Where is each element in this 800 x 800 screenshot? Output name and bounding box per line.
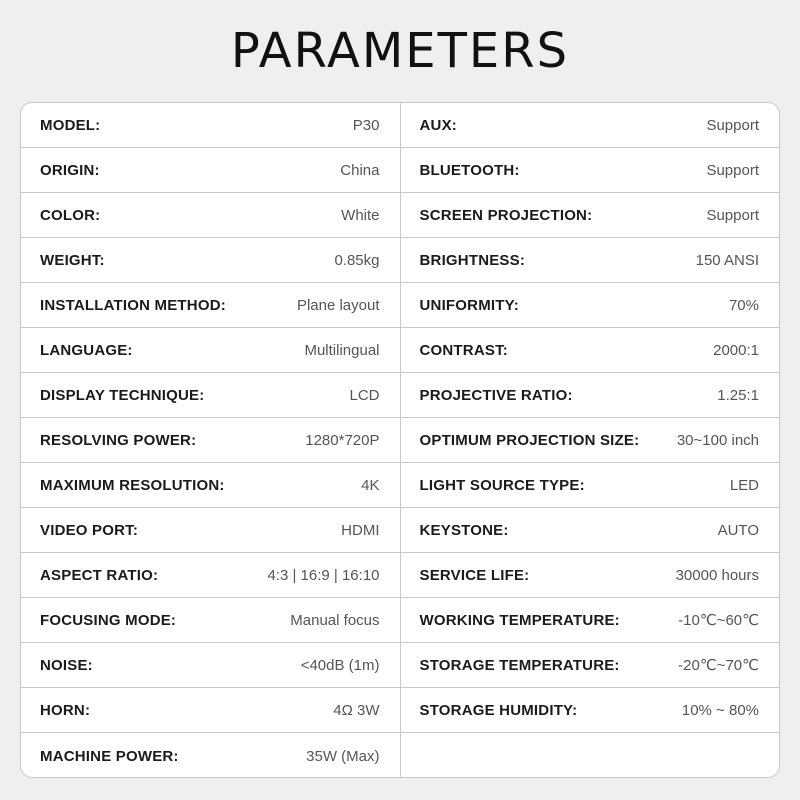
parameter-value: Support [706, 116, 759, 134]
parameter-value: 30000 hours [675, 566, 759, 584]
parameter-row [401, 598, 780, 643]
parameter-row [401, 508, 780, 553]
parameter-label: ASPECT RATIO: [40, 566, 159, 584]
parameter-value: HDMI [341, 521, 380, 539]
parameter-value: AUTO [717, 521, 759, 539]
parameter-label: BRIGHTNESS: [419, 251, 526, 269]
parameter-row [401, 553, 780, 598]
parameter-row [21, 373, 400, 418]
parameter-row [21, 148, 400, 193]
parameter-row [401, 463, 780, 508]
parameter-value: 1.25:1 [717, 386, 759, 404]
parameter-row [21, 553, 400, 598]
parameter-value: 0.85kg [334, 251, 380, 269]
parameter-label: LANGUAGE: [40, 341, 133, 359]
page-title: PARAMETERS [230, 23, 570, 79]
parameter-label: CONTRAST: [419, 341, 508, 359]
parameter-label: STORAGE HUMIDITY: [419, 701, 578, 719]
parameter-row [21, 283, 400, 328]
parameter-value: P30 [352, 116, 380, 134]
parameter-row [21, 598, 400, 643]
parameter-label: MAXIMUM RESOLUTION: [40, 476, 225, 494]
parameter-row [21, 508, 400, 553]
parameter-label: HORN: [40, 701, 91, 719]
parameter-label: LIGHT SOURCE TYPE: [419, 476, 585, 494]
parameter-label: VIDEO PORT: [40, 521, 139, 539]
parameter-label: KEYSTONE: [419, 521, 509, 539]
parameter-label: FOCUSING MODE: [40, 611, 177, 629]
parameters-column-left [21, 103, 400, 777]
parameter-label: PROJECTIVE RATIO: [419, 386, 573, 404]
parameter-value: Support [706, 161, 759, 179]
parameter-row [401, 418, 780, 463]
parameter-row [401, 688, 780, 733]
parameter-row [401, 238, 780, 283]
parameter-label: OPTIMUM PROJECTION SIZE: [419, 431, 640, 449]
parameter-value: China [340, 161, 380, 179]
parameter-value: 1280*720P [305, 431, 380, 449]
parameter-label: MACHINE POWER: [40, 747, 179, 765]
parameter-label: STORAGE TEMPERATURE: [419, 656, 620, 674]
parameter-label: ORIGIN: [40, 161, 100, 179]
parameter-row [21, 463, 400, 508]
parameter-value: 4Ω 3W [333, 701, 380, 719]
parameter-value: Plane layout [296, 296, 380, 314]
parameter-row [401, 283, 780, 328]
parameter-row [401, 103, 780, 148]
parameter-value: 4:3 | 16:9 | 16:10 [267, 566, 380, 584]
parameter-label: BLUETOOTH: [419, 161, 520, 179]
parameter-label: WEIGHT: [40, 251, 105, 269]
parameter-label: RESOLVING POWER: [40, 431, 197, 449]
parameter-label: AUX: [419, 116, 457, 134]
parameter-row [401, 148, 780, 193]
parameter-row [21, 418, 400, 463]
parameter-value: Support [706, 206, 759, 224]
parameter-row [21, 688, 400, 733]
parameter-value: 4K [361, 476, 380, 494]
parameter-label: DISPLAY TECHNIQUE: [40, 386, 205, 404]
parameter-value: Manual focus [290, 611, 380, 629]
parameter-value: 70% [728, 296, 759, 314]
parameter-row [21, 328, 400, 373]
parameter-row [21, 103, 400, 148]
parameter-value: White [341, 206, 380, 224]
parameter-value: Multilingual [304, 341, 380, 359]
parameter-label: NOISE: [40, 656, 93, 674]
parameter-value: 35W (Max) [306, 747, 380, 765]
parameter-label: INSTALLATION METHOD: [40, 296, 226, 314]
parameter-value: LCD [349, 386, 380, 404]
parameter-value: 30~100 inch [676, 431, 759, 449]
parameter-row [21, 238, 400, 283]
parameters-column-right [400, 103, 780, 777]
parameter-value: 10% ~ 80% [681, 701, 759, 719]
parameter-label: UNIFORMITY: [419, 296, 519, 314]
parameter-label: WORKING TEMPERATURE: [419, 611, 620, 629]
parameter-row [401, 373, 780, 418]
parameter-value: 150 ANSI [695, 251, 759, 269]
parameter-label: SERVICE LIFE: [419, 566, 530, 584]
parameter-value: 2000:1 [713, 341, 759, 359]
parameter-row [21, 643, 400, 688]
parameters-table [20, 102, 780, 778]
parameter-value: LED [729, 476, 759, 494]
parameter-row [21, 193, 400, 238]
parameter-value: -20℃~70℃ [678, 657, 759, 674]
parameter-row [21, 733, 400, 778]
parameter-row [401, 643, 780, 688]
parameter-label: COLOR: [40, 206, 101, 224]
parameter-label: MODEL: [40, 116, 101, 134]
parameter-row [401, 193, 780, 238]
empty-cell [401, 733, 780, 778]
parameter-value: -10℃~60℃ [678, 612, 759, 629]
parameter-label: SCREEN PROJECTION: [419, 206, 593, 224]
parameter-row [401, 328, 780, 373]
parameter-value: <40dB (1m) [300, 656, 380, 674]
